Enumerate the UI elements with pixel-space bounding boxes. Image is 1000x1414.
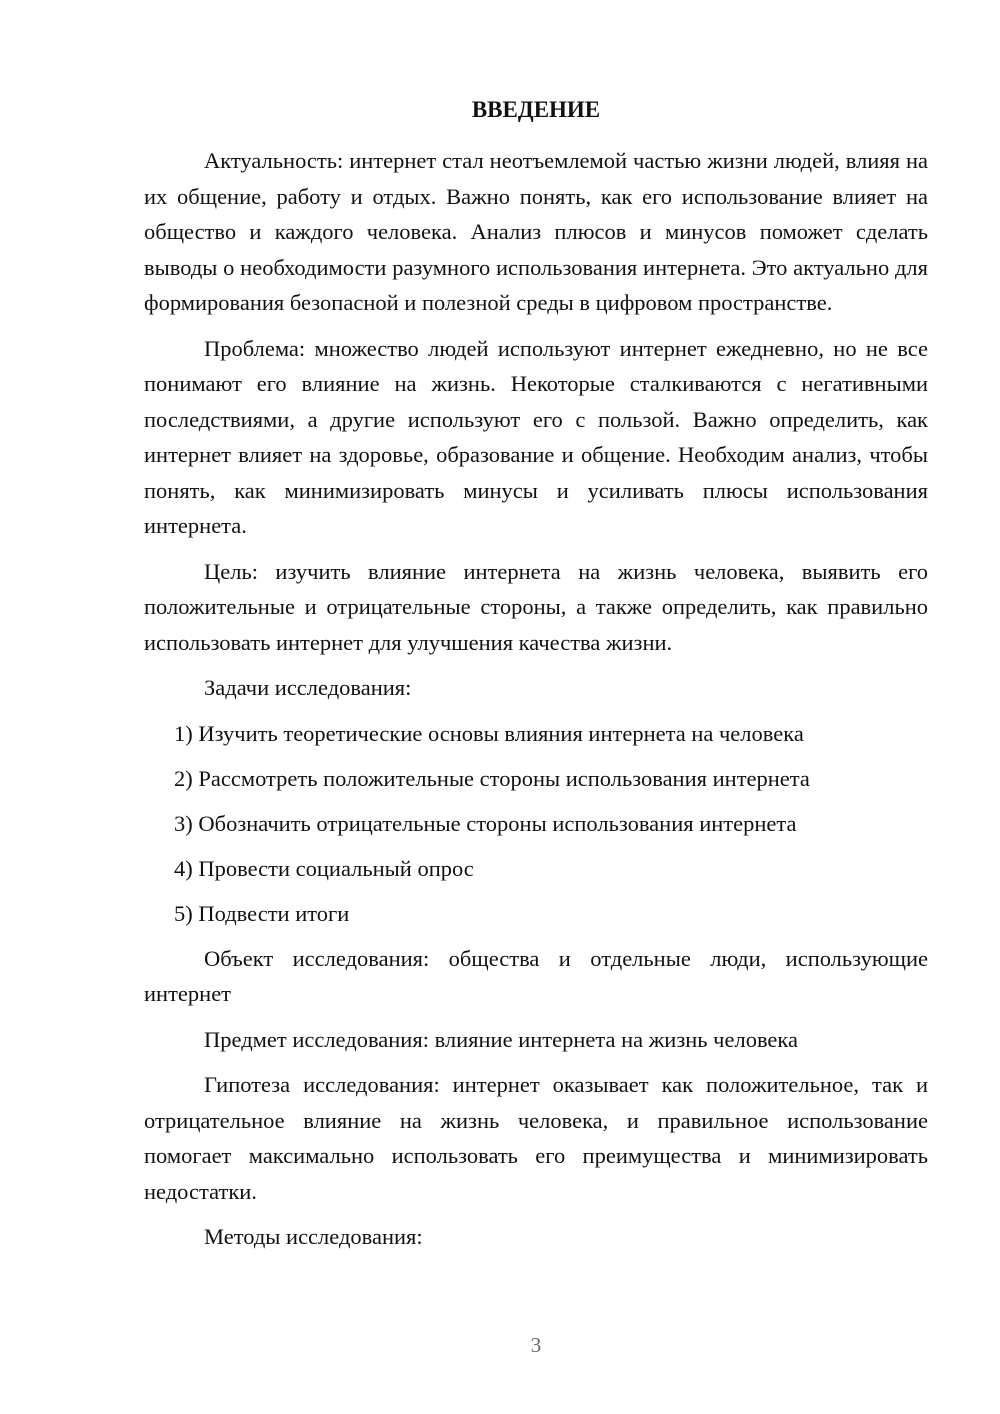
section-title: ВВЕДЕНИЕ — [471, 97, 601, 122]
tasks-list — [144, 716, 928, 932]
list-item: 5) Подвести итоги — [174, 900, 350, 926]
list-item: 2) Рассмотреть положительные стороны использования интернета — [174, 765, 810, 791]
document-page — [144, 95, 928, 1265]
subject-paragraph: Предмет исследования: влияние интернета на жизнь человека — [204, 1026, 798, 1052]
list-item: 4) Провести социальный опрос — [174, 855, 474, 881]
tasks-heading: Задачи исследования: — [204, 675, 412, 700]
problem-paragraph: Проблема: множество людей используют интернет ежедневно, но не все понимают его влияние на жизнь. Некоторые сталкиваются с негативными последствиями, а другие используют его с пользой. Важно определить, как интернет влияет на здоровье, образование и общение. Необходим анализ, чтобы понять, как минимизировать минусы и усиливать плюсы использования интернета. — [144, 335, 928, 538]
object-paragraph: Объект исследования: общества и отдельные люди, использующие интернет — [144, 945, 928, 1006]
goal-paragraph: Цель: изучить влияние интернета на жизнь человека, выявить его положительные и отрицательные стороны, а также определить, как правильно использовать интернет для улучшения качества жизни. — [144, 558, 928, 655]
hypothesis-paragraph: Гипотеза исследования: интернет оказывает как положительное, так и отрицательное влияние на жизнь человека, и правильное использование помогает максимально использовать его преимущества и минимизировать недостатки. — [144, 1072, 928, 1204]
list-item: 1) Изучить теоретические основы влияния интернета на человека — [174, 720, 804, 746]
methods-heading: Методы исследования: — [204, 1224, 423, 1249]
page-number: 3 — [530, 1333, 542, 1357]
relevance-paragraph: Актуальность: интернет стал неотъемлемой частью жизни людей, влияя на их общение, работу и отдых. Важно понять, как его использование влияет на общество и каждого человека. Анализ плюсов и минусов поможет сделать выводы о необходимости разумного использования интернета. Это актуально для формирования безопасной и полезной среды в цифровом пространстве. — [144, 148, 928, 315]
list-item: 3) Обозначить отрицательные стороны использования интернета — [174, 810, 797, 836]
